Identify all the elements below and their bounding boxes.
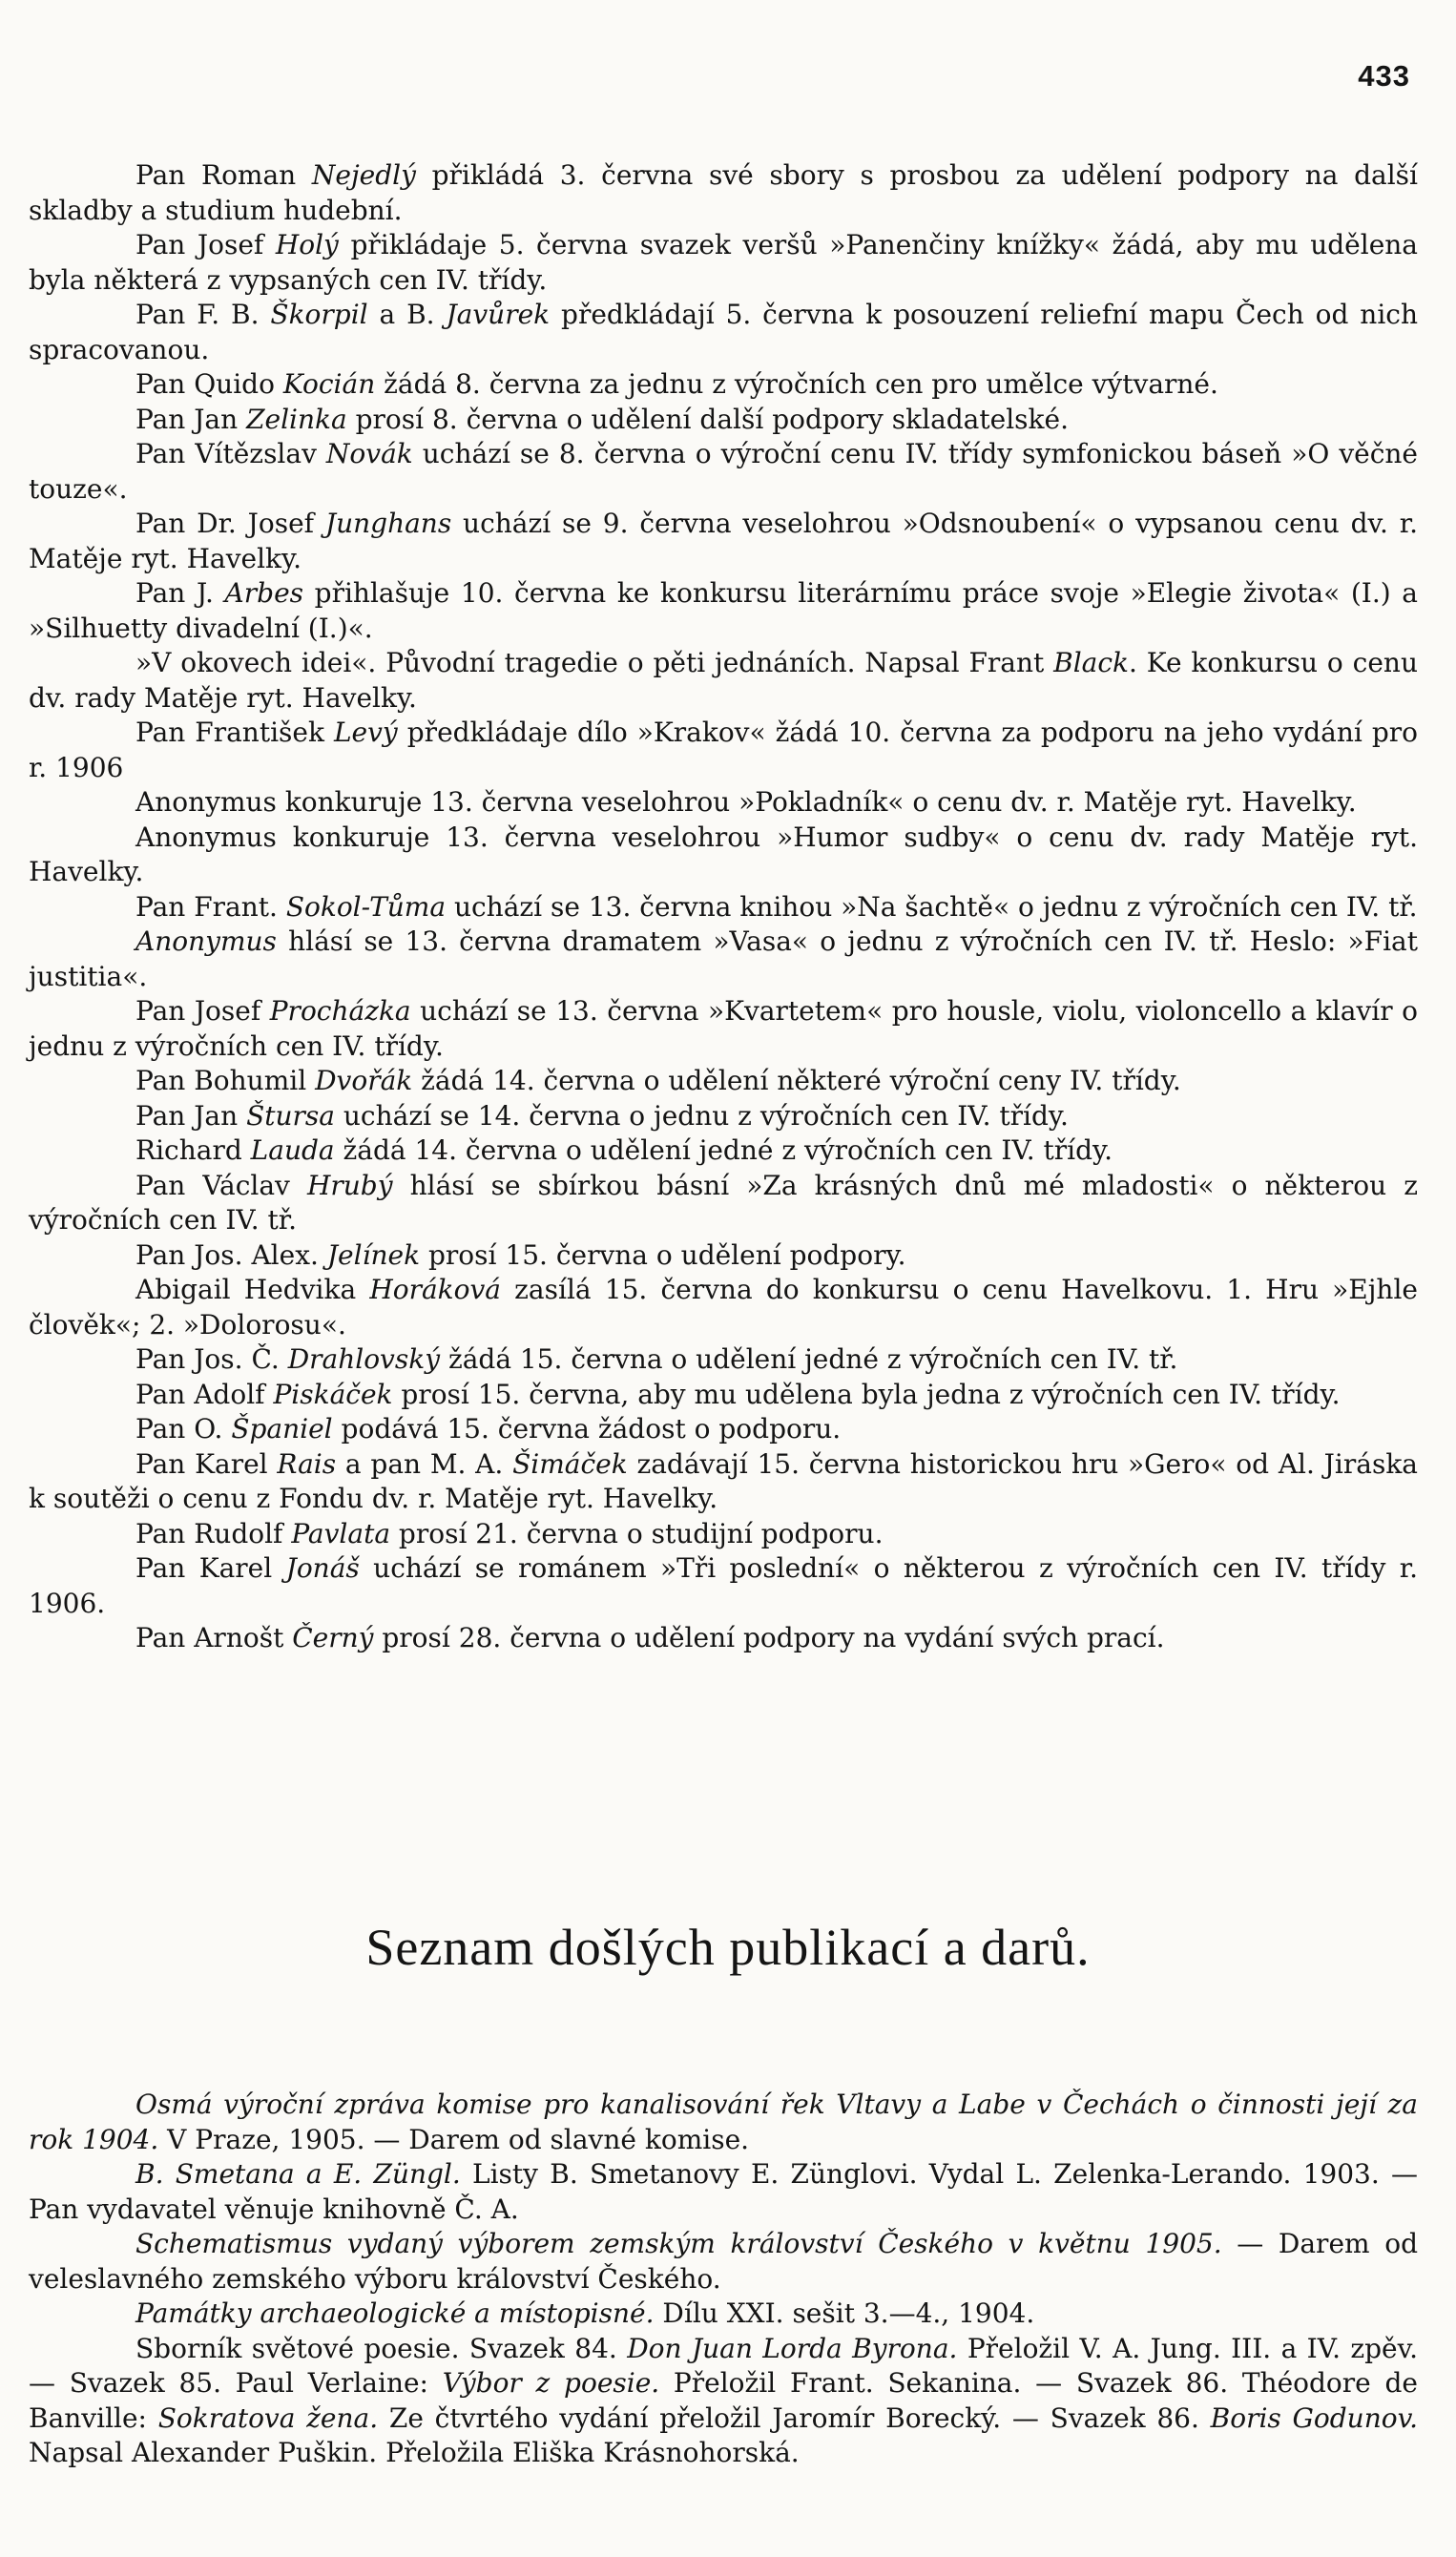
publication-paragraph: Památky archaeologické a místopisné. Dílu XXI. sešit 3.—4., 1904. [135, 2297, 1035, 2329]
entry-paragraph: Anonymus konkuruje 13. června veselohrou »Humor sudby« o cenu dv. rady Matěje ryt. Havelky. [29, 821, 1418, 887]
entry-paragraph: Abigail Hedvika Horáková zasílá 15. června do konkursu o cenu Havelkovu. 1. Hru »Ejhle člověk«; 2. »Dolorosu«. [29, 1274, 1418, 1341]
entry-paragraph: Pan Karel Jonáš uchází se románem »Tři poslední« o některou z výročních cen IV. třídy r. 1906. [29, 1552, 1418, 1619]
entry-paragraph: Pan Roman Nejedlý přikládá 3. června své sbory s prosbou za udělení podpory na další skladby a studium hudební. [29, 159, 1419, 226]
publication-paragraph: Sborník světové poesie. Svazek 84. Don Juan Lorda Byrona. Přeložil V. A. Jung. III. a IV. zpěv. — Svazek 85. Paul Verlaine: Výbor z poesie. Přeložil Frant. Sekanina. — Svazek 86. Théodore de Banville: Sokratova žena. Ze čtvrtého vydání přeložil Jaromír Borecký. — Svazek 86. Boris Godunov. Napsal Alexander Puškin. Přeložila Eliška Krásnohorská. [29, 2332, 1419, 2468]
entry-paragraph: Pan Václav Hrubý hlásí se sbírkou básní »Za krásných dnů mé mladosti« o některou z výročních cen IV. tř. [29, 1169, 1418, 1236]
entry-paragraph: Pan Karel Rais a pan M. A. Šimáček zadávají 15. června historickou hru »Gero« od Al. Jiráska k soutěži o cenu z Fondu dv. r. Matěje ryt. Havelky. [29, 1447, 1418, 1514]
entry-paragraph: Pan Vítězslav Novák uchází se 8. června o výroční cenu IV. třídy symfonickou báseň »O věčné touze«. [29, 438, 1418, 505]
entry-paragraph: Richard Lauda žádá 14. června o udělení jedné z výročních cen IV. třídy. [135, 1134, 1113, 1166]
entry-paragraph: Pan Jan Štursa uchází se 14. června o jednu z výročních cen IV. třídy. [135, 1099, 1069, 1132]
entry-paragraph: Pan Quido Kocián žádá 8. června za jednu z výročních cen pro umělce výtvarné. [135, 368, 1218, 400]
entry-paragraph: Anonymus hlásí se 13. června dramatem »Vasa« o jednu z výročních cen IV. tř. Heslo: »Fiat justitia«. [29, 925, 1418, 992]
publication-paragraph: B. Smetana a E. Züngl. Listy B. Smetanovy E. Zünglovi. Vydal L. Zelenka-Lerando. 1903. — Pan vydavatel věnuje knihovně Č. A. [29, 2158, 1418, 2225]
entry-paragraph: Anonymus konkuruje 13. června veselohrou »Pokladník« o cenu dv. r. Matěje ryt. Havelky. [135, 786, 1357, 818]
entry-paragraph: Pan František Levý předkládaje dílo »Krakov« žádá 10. června za podporu na jeho vydání pro r. 1906 [29, 717, 1418, 783]
entry-paragraph: Pan Josef Holý přikládaje 5. června svazek veršů »Panenčiny knížky« žádá, aby mu udělena byla některá z vypsaných cen IV. třídy. [29, 229, 1418, 296]
entry-paragraph: Pan Josef Procházka uchází se 13. června »Kvartetem« pro housle, violu, violoncello a klavír o jednu z výročních cen IV. třídy. [29, 995, 1418, 1062]
publication-paragraph: Schematismus vydaný výborem zemským království Českého v květnu 1905. — Darem od veleslavného zemského výboru království Českého. [29, 2228, 1419, 2295]
entry-paragraph: Pan Jos. Alex. Jelínek prosí 15. června o udělení podpory. [135, 1238, 906, 1271]
entry-paragraph: Pan Arnošt Černý prosí 28. června o udělení podpory na vydání svých prací. [135, 1622, 1165, 1653]
entry-paragraph: Pan F. B. Škorpil a B. Javůrek předkládají 5. června k posouzení reliefní mapu Čech od nich spracovanou. [29, 299, 1418, 365]
section-title: Seznam došlých publikací a darů. [365, 1919, 1091, 1976]
entry-paragraph: Pan Jos. Č. Drahlovský žádá 15. června o udělení jedné z výročních cen IV. tř. [135, 1343, 1178, 1375]
entry-paragraph: Pan Frant. Sokol-Tůma uchází se 13. června knihou »Na šachtě« o jednu z výročních cen IV. tř. [135, 890, 1418, 923]
publication-paragraph: Osmá výroční zpráva komise pro kanalisování řek Vltavy a Labe v Čechách o činnosti její za rok 1904. V Praze, 1905. — Darem od slavné komise. [29, 2089, 1418, 2155]
publications-list [29, 2088, 1418, 2471]
entry-paragraph: Pan Rudolf Pavlata prosí 21. června o studijní podporu. [135, 1517, 884, 1549]
page-number: 433 [1358, 59, 1410, 93]
entry-paragraph: Pan Jan Zelinka prosí 8. června o udělení další podpory skladatelské. [135, 403, 1069, 435]
grant-applications-list [29, 158, 1418, 1656]
entry-paragraph: »V okovech idei«. Původní tragedie o pěti jednáních. Napsal Frant Black. Ke konkursu o cenu dv. rady Matěje ryt. Havelky. [29, 647, 1418, 714]
entry-paragraph: Pan J. Arbes přihlašuje 10. června ke konkursu literárnímu práce svoje »Elegie života« (I.) a »Silhuetty divadelní (I.)«. [29, 577, 1419, 644]
entry-paragraph: Pan Dr. Josef Junghans uchází se 9. června veselohrou »Odsnoubení« o vypsanou cenu dv. r. Matěje ryt. Havelky. [29, 508, 1418, 574]
entry-paragraph: Pan O. Španiel podává 15. června žádost o podporu. [135, 1413, 842, 1445]
entry-paragraph: Pan Adolf Piskáček prosí 15. června, aby mu udělena byla jedna z výročních cen IV. třídy. [135, 1378, 1341, 1410]
entry-paragraph: Pan Bohumil Dvořák žádá 14. června o udělení některé výroční ceny IV. třídy. [135, 1065, 1181, 1096]
